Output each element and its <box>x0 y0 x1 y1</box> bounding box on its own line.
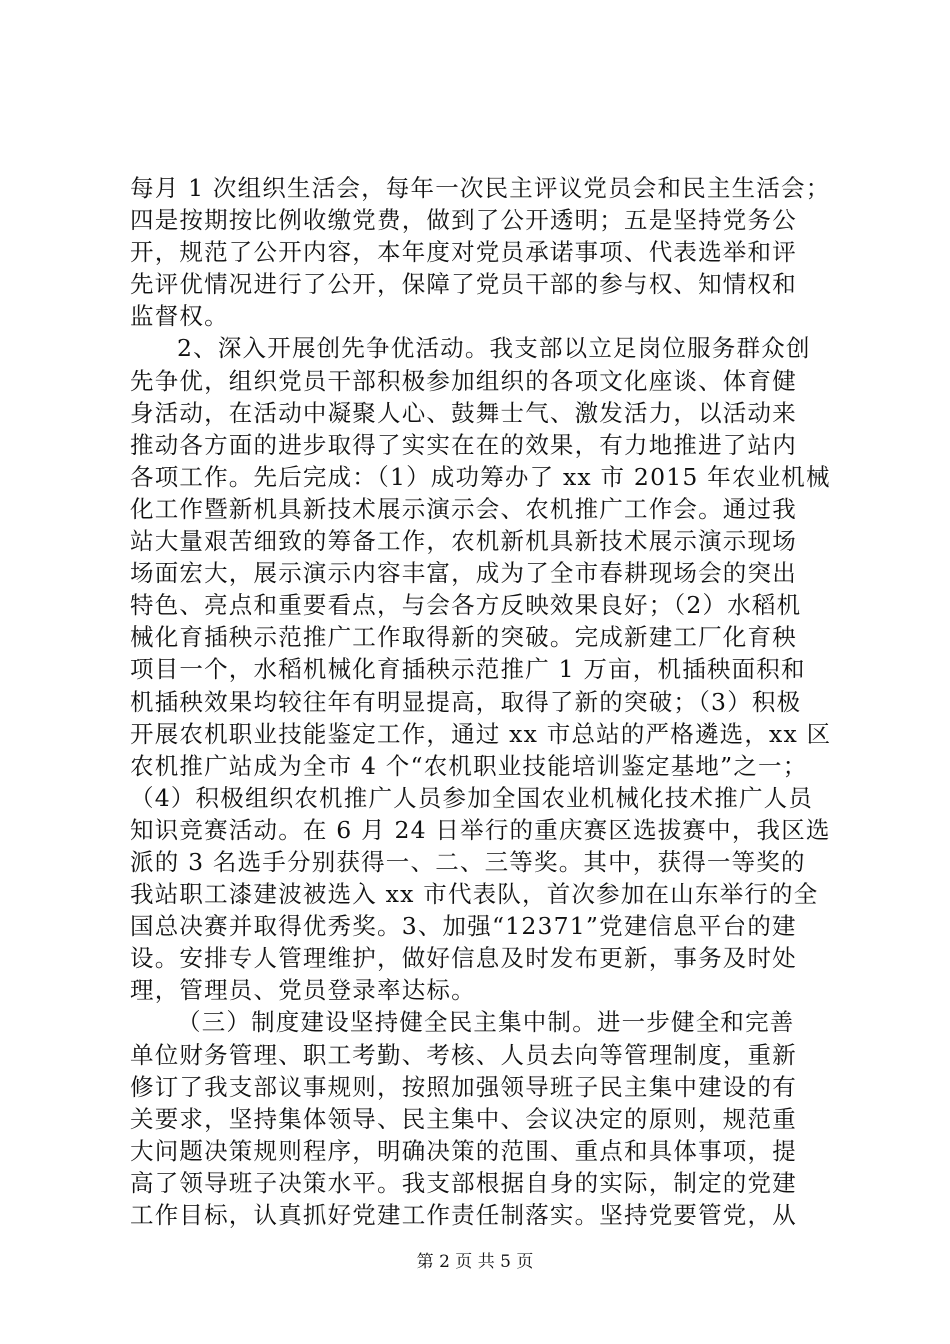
text-line: 四是按期按比例收缴党费，做到了公开透明；五是坚持党务公 <box>130 206 797 235</box>
text-line: 工作目标，认真抓好党建工作责任制落实。坚持党要管党，从 <box>130 1201 797 1229</box>
text-line: 场面宏大，展示演示内容丰富，成为了全市春耕现场会的突出 <box>130 559 797 588</box>
text-line: 特色、亮点和重要看点，与会各方反映效果良好；（2）水稻机 <box>130 591 802 620</box>
text-line: 修订了我支部议事规则，按照加强领导班子民主集中建设的有 <box>130 1072 797 1101</box>
text-line: （4）积极组织农机推广人员参加全国农业机械化技术推广人员 <box>130 783 814 812</box>
text-line: 国总决赛并取得优秀奖。3、加强“12371”党建信息平台的建 <box>130 912 797 941</box>
text-line: 身活动，在活动中凝聚人心、鼓舞士气、激发活力，以活动来 <box>130 398 797 427</box>
text-line: 高了领导班子决策水平。我支部根据自身的实际，制定的党建 <box>130 1168 797 1197</box>
page-number-footer: 第 2 页 共 5 页 <box>416 1252 534 1272</box>
text-line: 知识竞赛活动。在 6 月 24 日举行的重庆赛区选拔赛中，我区选 <box>130 815 831 844</box>
text-line: 大问题决策规则程序，明确决策的范围、重点和具体事项，提 <box>130 1136 797 1165</box>
text-line: 单位财务管理、职工考勤、考核、人员去向等管理制度，重新 <box>130 1040 797 1069</box>
text-line: 我站职工漆建波被选入 xx 市代表队，首次参加在山东举行的全 <box>130 880 819 909</box>
paragraph-start-line: （三）制度建设坚持健全民主集中制。进一步健全和完善 <box>177 1008 795 1037</box>
text-line: 先争优，组织党员干部积极参加组织的各项文化座谈、体育健 <box>130 366 797 395</box>
text-line: 每月 1 次组织生活会，每年一次民主评议党员会和民主生活会； <box>130 174 831 202</box>
text-line: 农机推广站成为全市 4 个“农机职业技能培训鉴定基地”之一； <box>130 751 808 780</box>
text-line: 项目一个，水稻机械化育插秧示范推广 1 万亩，机插秧面积和 <box>130 655 806 684</box>
text-line: 设。安排专人管理维护，做好信息及时发布更新，事务及时处 <box>130 944 797 973</box>
text-line: 先评优情况进行了公开，保障了党员干部的参与权、知情权和 <box>130 270 797 299</box>
text-line: 械化育插秧示范推广工作取得新的突破。完成新建工厂化育秧 <box>130 623 797 652</box>
text-line: 开展农机职业技能鉴定工作，通过 xx 市总站的严格遴选，xx 区 <box>130 719 832 748</box>
text-line: 各项工作。先后完成：（1）成功筹办了 xx 市 2015 年农业机械 <box>130 462 831 491</box>
paragraph-start-line: 2、深入开展创先争优活动。我支部以立足岗位服务群众创 <box>177 334 811 363</box>
text-line: 推动各方面的进步取得了实实在在的效果，有力地推进了站内 <box>130 430 797 459</box>
text-line: 化工作暨新机具新技术展示演示会、农机推广工作会。通过我 <box>130 494 797 523</box>
text-line: 派的 3 名选手分别获得一、二、三等奖。其中，获得一等奖的 <box>130 847 806 876</box>
text-line: 理，管理员、党员登录率达标。 <box>130 976 476 1005</box>
text-line: 机插秧效果均较往年有明显提高，取得了新的突破；（3）积极 <box>130 687 802 716</box>
text-line: 站大量艰苦细致的筹备工作，农机新机具新技术展示演示现场 <box>130 527 797 556</box>
text-line: 开，规范了公开内容，本年度对党员承诺事项、代表选举和评 <box>130 238 797 267</box>
document-body <box>130 172 830 1231</box>
text-line: 关要求，坚持集体领导、民主集中、会议决定的原则，规范重 <box>130 1104 797 1133</box>
text-line: 监督权。 <box>130 302 229 331</box>
